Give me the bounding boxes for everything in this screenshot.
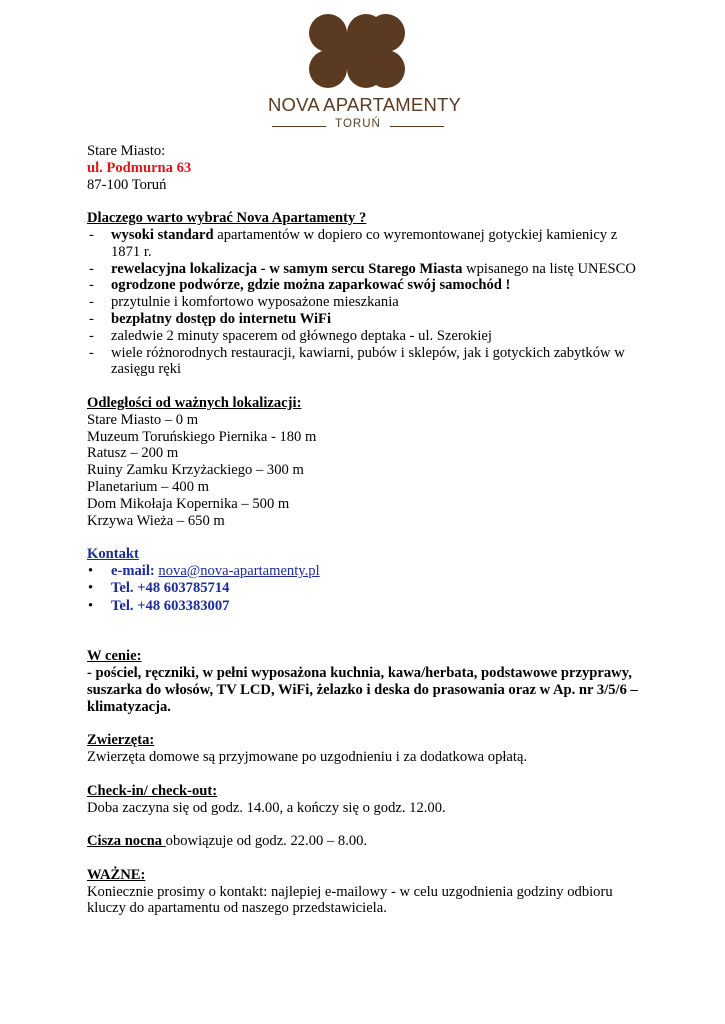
distance-item: Planetarium – 400 m [87,478,210,495]
contact-list [87,563,647,615]
contact-email-item [87,563,647,580]
address-street: ul. Podmurna 63 [87,159,192,176]
quiet-hours [87,833,647,850]
document-body [87,143,647,917]
logo [268,14,462,136]
checkin-heading: Check-in/ check-out: [87,782,218,799]
bullet-icon: • [88,580,94,597]
price-text: - pościel, ręczniki, w pełni wyposażona kuchnia, kawa/herbata, podstawowe przyprawy, suszarka do włosów, TV LCD, WiFi, żelazko i deska do prasowania oraz w Ap. nr 3/5/6 – klimatyzacja. [87,665,638,715]
phone-link-1[interactable]: Tel. +48 603785714 [111,580,230,597]
why-item: - wiele różnorodnych restauracji, kawiarni, pubów i sklepów, jak i gotyckich zabytków w zasięgu ręki [87,345,647,379]
why-heading: Dlaczego warto wybrać Nova Apartamenty ? [87,210,367,227]
why-list [87,227,647,378]
checkin-text: Doba zaczyna się od godz. 14.00, a kończy się o godz. 12.00. [87,799,446,816]
distances-heading: Odległości od ważnych lokalizacji: [87,394,302,411]
phone-link-2[interactable]: Tel. +48 603383007 [111,597,230,614]
important-text: Koniecznie prosimy o kontakt: najlepiej e-mailowy - w celu uzgodnienia godziny odbioru kluczy do apartamentu od naszego przedstawiciela. [87,883,613,917]
logo-city-row [272,118,444,134]
logo-city-text: TORUŃ [335,118,381,130]
quiet-heading: Cisza nocna [87,833,166,850]
bullet-icon: • [88,562,94,579]
why-item: - zaledwie 2 minuty spacerem od głównego deptaka - ul. Szerokiej [87,328,647,345]
why-item: - ogrodzone podwórze, gdzie można zaparkować swój samochód ! [87,277,647,294]
quiet-text: obowiązuje od godz. 22.00 – 8.00. [165,833,368,850]
distance-item: Ruiny Zamku Krzyżackiego – 300 m [87,462,304,479]
why-item: - bezpłatny dostęp do internetu WiFi [87,311,647,328]
distance-item: Ratusz – 200 m [87,445,179,462]
why-item: - przytulnie i komfortowo wyposażone mieszkania [87,294,647,311]
email-link[interactable]: nova@nova-apartamenty.pl [158,562,320,579]
contact-heading-link[interactable]: Kontakt [87,546,139,563]
animals-heading: Zwierzęta: [87,732,155,749]
why-item: - rewelacyjna lokalizacja - w samym sercu Starego Miasta wpisanego na listę UNESCO [87,261,647,278]
logo-quatrefoil-icon [268,14,448,94]
logo-brand-text: NOVA APARTAMENTY [268,94,462,115]
distance-item: Muzeum Toruńskiego Piernika - 180 m [87,428,317,445]
bullet-icon: • [88,597,94,614]
contact-phone-item [87,598,647,615]
email-label: e-mail: [111,562,155,579]
important-heading: WAŻNE: [87,866,146,883]
animals-text: Zwierzęta domowe są przyjmowane po uzgodnieniu i za dodatkowa opłatą. [87,749,528,766]
distance-item: Stare Miasto – 0 m [87,411,199,428]
address-postal: 87-100 Toruń [87,176,167,193]
distance-item: Krzywa Wieża – 650 m [87,512,225,529]
contact-phone-item [87,580,647,597]
price-heading: W cenie: [87,648,142,665]
why-item: - wysoki standard apartamentów w dopiero co wyremontowanej gotyckiej kamienicy z 1871 r. [87,227,647,261]
address-district: Stare Miasto: [87,143,166,159]
distance-item: Dom Mikołaja Kopernika – 500 m [87,495,290,512]
logo-divider-right [390,126,444,127]
